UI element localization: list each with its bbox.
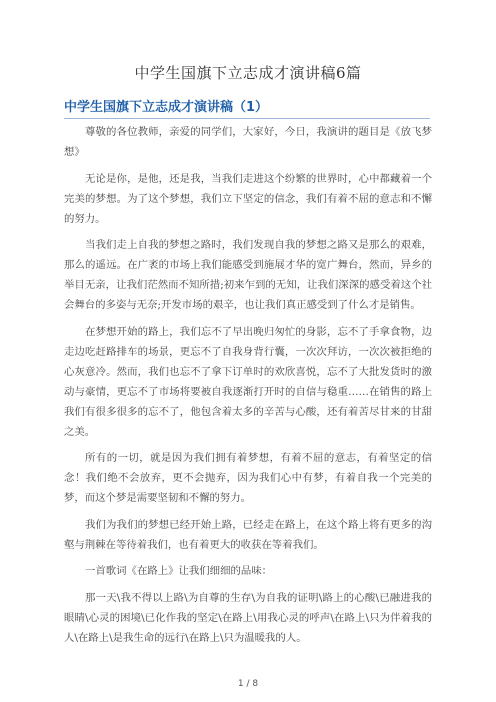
paragraph: 我们为我们的梦想已经开始上路，已经走在路上，在这个路上将有更多的沟壑与荆棘在等待着我们，也有着更大的收获在等着我们。 (64, 518, 432, 551)
paragraph: 所有的一切，就是因为我们拥有着梦想，有着不屈的意志，有着坚定的信念！我们绝不会放弃，更不会抛弃，因为我们心中有梦，有着自我一个完美的梦，而这个梦是需要坚韧和不懈的努力。 (64, 452, 432, 504)
paragraph: 尊敬的各位教师，亲爱的同学们，大家好，今日，我演讲的题目是《放飞梦想》 (64, 126, 432, 158)
paragraph: 一首歌词《在路上》让我们细细的品味： (85, 565, 273, 577)
paragraph: 那一天\我不得以上路\为自尊的生存\为自我的证明\路上的心酸\已融进我的眼睛\心灵的困境\已化作我的坚定\在路上\用我心灵的呼声\在路上\只为伴着我的人\在路上\是我生命的远行\在路上\只为温暖我的人。 (64, 591, 432, 644)
section-heading: 中学生国旗下立志成才演讲稿（1） (64, 96, 430, 119)
body-text (64, 122, 432, 654)
paragraph: 无论是你，是他，还是我，当我们走进这个纷繁的世界时，心中都藏着一个完美的梦想。为了这个梦想，我们立下坚定的信念，我们有着不屈的意志和不懈的努力。 (64, 172, 432, 225)
page-number: 1 / 8 (237, 679, 259, 689)
paragraph: 在梦想开始的路上，我们忘不了早出晚归匆忙的身影，忘不了手拿食物，边走边吃赶路排车的场景，更忘不了自我身背行囊，一次次拜访，一次次被拒绝的心灰意冷。然而，我们也忘不了拿下订单时的欢欣喜悦，忘不了大批发货时的激动与豪情，更忘不了市场将要被自我逐渐打开时的自信与稳重……在销售的路上我们有很多很多的忘不了，他包含着太多的辛苦与心酸，还有着苦尽甘来的甘甜之美。 (64, 325, 432, 438)
paragraph: 当我们走上自我的梦想之路时，我们发现自我的梦想之路又是那么的艰难，那么的遥远。在广袤的市场上我们能感受到施展才华的宽广舞台，然而，异乡的举目无亲，让我们茫然而不知所措;初来乍到的无知，让我们深深的感受着这个社会舞台的多姿与无奈;开发市场的艰辛，也让我们真正感受到了什么才是销售。 (64, 239, 432, 311)
document-title: 中学生国旗下立志成才演讲稿6篇 (134, 64, 362, 82)
